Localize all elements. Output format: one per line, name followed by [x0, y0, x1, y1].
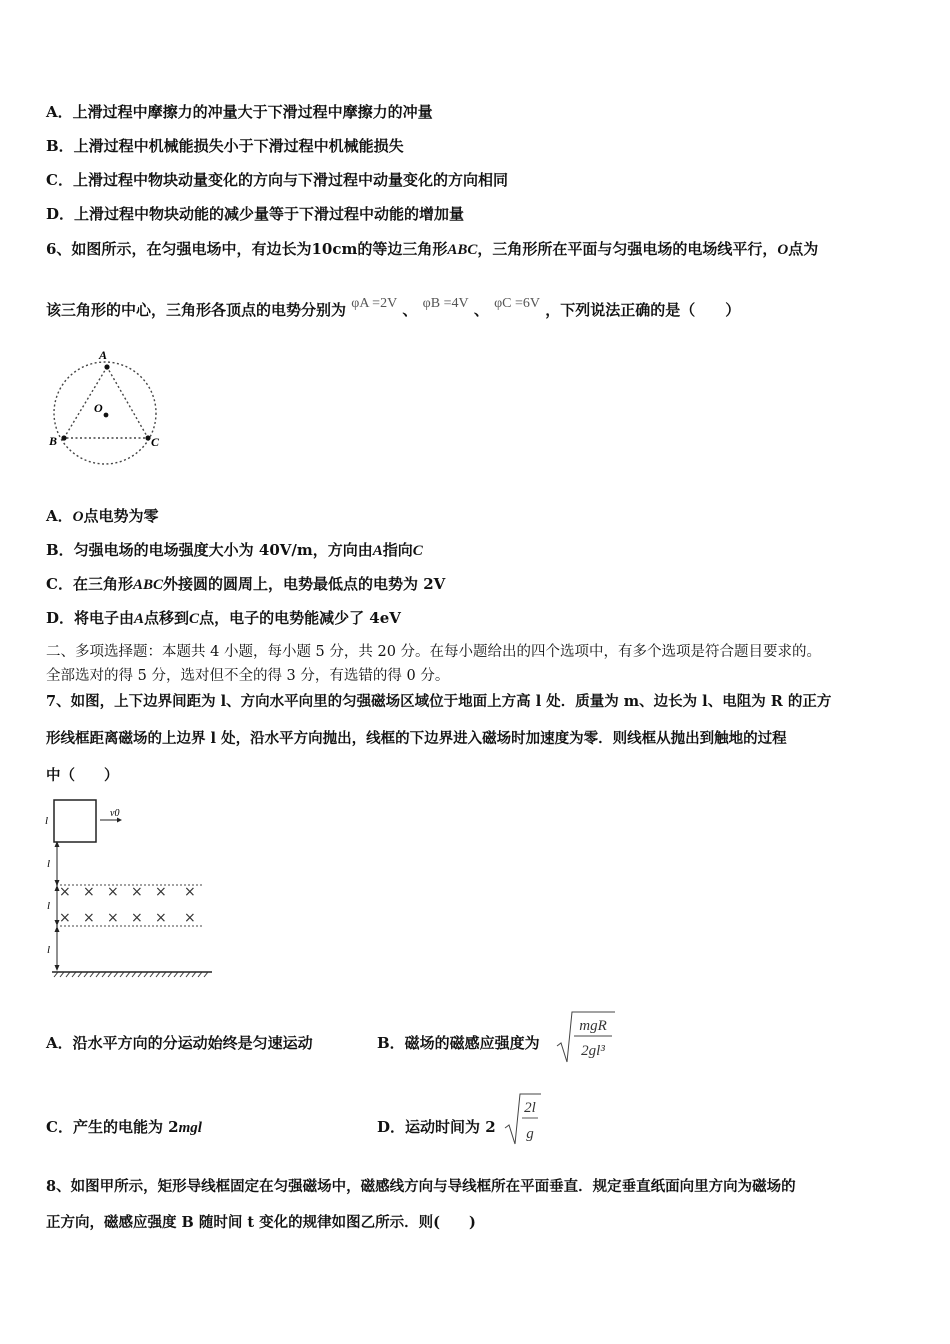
vertex-c-dot [145, 435, 150, 440]
phi-a-value: φA =2V [351, 296, 398, 311]
q7-stem-line2: 形线框距离磁场的上边界 l 处，沿水平方向抛出，线框的下边界进入磁场时加速度为零．则线框从抛出到触地的过程 [46, 730, 787, 747]
q6-option-d: D．将电子由A点移到C点，电子的电势能减少了 4eV [46, 609, 401, 627]
label-l-frame: l [45, 815, 49, 827]
center-o-dot [104, 413, 109, 418]
svg-text:×: × [131, 910, 143, 926]
q7-frame-magnetic-field-figure [42, 795, 222, 985]
q6-stem-line1: 6、如图所示，在匀强电场中，有边长为10cm的等边三角形ABC，三角形所在平面与匀强电场的电场线平行，O点为 [46, 240, 819, 258]
q7-option-d-sqrt-formula [503, 1092, 543, 1146]
q7-option-c: C．产生的电能为 2mgl [46, 1118, 202, 1136]
svg-text:×: × [184, 910, 196, 926]
label-l-field: l [47, 900, 51, 912]
svg-text:×: × [107, 884, 119, 900]
svg-text:×: × [83, 884, 95, 900]
option-d-denominator: g [526, 1126, 534, 1142]
q5-option-a: A．上滑过程中摩擦力的冲量大于下滑过程中摩擦力的冲量 [46, 103, 433, 121]
q5-option-d: D．上滑过程中物块动能的减少量等于下滑过程中动能的增加量 [46, 205, 465, 223]
label-c: C [151, 435, 160, 449]
svg-text:×: × [184, 884, 196, 900]
q7-option-a: A．沿水平方向的分运动始终是匀速运动 [46, 1034, 313, 1052]
field-crosses [59, 884, 196, 926]
triangle-abc [64, 367, 148, 438]
vertex-b-dot [61, 435, 66, 440]
q6-triangle-circle-figure [46, 345, 166, 470]
option-b-numerator: mgR [579, 1018, 607, 1034]
q5-option-b: B．上滑过程中机械能损失小于下滑过程中机械能损失 [46, 137, 404, 155]
svg-text:×: × [107, 910, 119, 926]
q8-stem-line2: 正方向，磁感应强度 B 随时间 t 变化的规律如图乙所示．则( ) [46, 1214, 476, 1231]
label-a: A [99, 348, 108, 362]
option-b-denominator: 2gl³ [581, 1043, 605, 1059]
square-frame [54, 800, 96, 842]
option-d-numerator: 2l [524, 1100, 536, 1116]
q7-stem-line1: 7、如图，上下边界间距为 l、方向水平向里的匀强磁场区域位于地面上方高 l 处．质量为 m、边长为 l、电阻为 R 的正方 [46, 693, 832, 710]
label-o: O [94, 401, 103, 415]
q7-stem-line3: 中（ ） [46, 767, 119, 784]
svg-text:×: × [131, 884, 143, 900]
svg-text:×: × [83, 910, 95, 926]
vertex-a-dot [104, 364, 109, 369]
svg-text:×: × [155, 910, 167, 926]
phi-c-value: φC =6V [494, 296, 541, 311]
section2-header-line2: 全部选对的得 5 分，选对但不全的得 3 分，有选错的得 0 分。 [46, 668, 450, 684]
q7-option-d: D．运动时间为 2 [377, 1118, 496, 1136]
q5-option-c: C．上滑过程中物块动量变化的方向与下滑过程中动量变化的方向相同 [46, 171, 508, 189]
velocity-label: v0 [110, 808, 120, 819]
section2-header-line1: 二、多项选择题：本题共 4 小题，每小题 5 分，共 20 分。在每小题给出的四个选项中，有多个选项是符合题目要求的。 [46, 644, 822, 660]
svg-text:×: × [155, 884, 167, 900]
svg-text:×: × [59, 910, 71, 926]
q7-option-b-sqrt-formula [555, 1010, 617, 1064]
q7-option-b: B．磁场的磁感应强度为 [377, 1034, 540, 1052]
svg-text:×: × [59, 884, 71, 900]
q6-option-c: C．在三角形ABC外接圆的圆周上，电势最低点的电势为 2V [46, 575, 446, 593]
q6-option-a: A．O点电势为零 [46, 507, 159, 525]
label-l-ground: l [47, 944, 51, 956]
label-b: B [49, 434, 58, 448]
q6-option-b: B．匀强电场的电场强度大小为 40V/m，方向由A指向C [46, 541, 423, 559]
phi-b-value: φB =4V [422, 296, 469, 311]
q6-stem-line2: 该三角形的中心，三角形各顶点的电势分别为 φA =2V 、 φB =4V 、 φC =6V ，下列说法正确的是（ ） [46, 296, 741, 319]
q8-stem-line1: 8、如图甲所示，矩形导线框固定在匀强磁场中，磁感线方向与导线框所在平面垂直．规定垂直纸面向里方向为磁场的 [46, 1178, 796, 1195]
label-l-gap1: l [47, 858, 51, 870]
